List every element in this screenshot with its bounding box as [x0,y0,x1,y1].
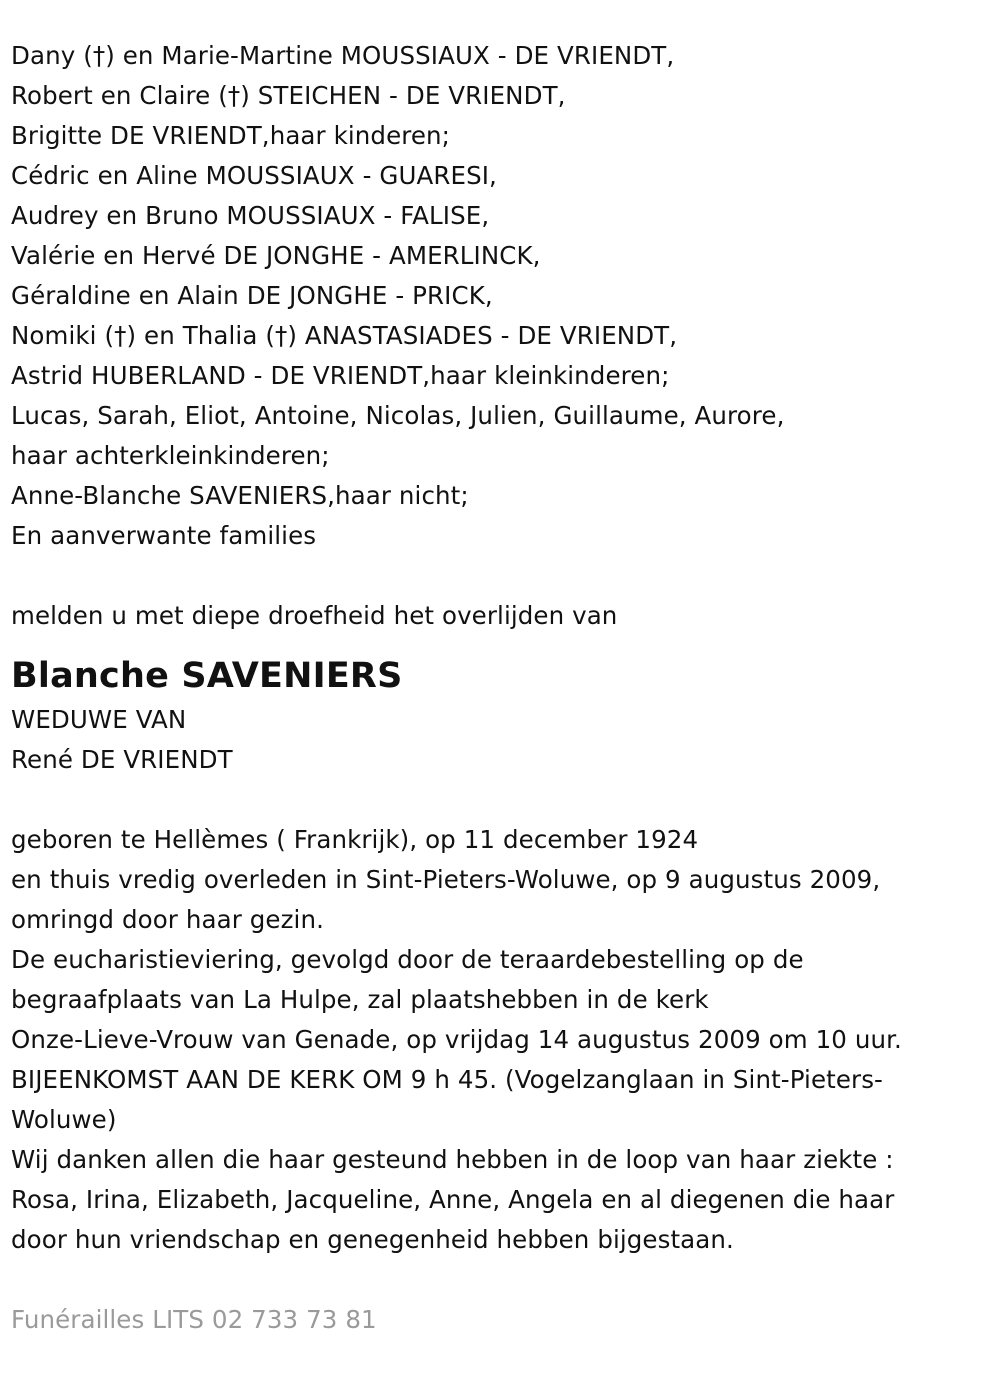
details-line: Onze-Lieve-Vrouw van Genade, op vrijdag 14 augustus 2009 om 10 uur. [11,1025,902,1054]
details-line: Wij danken allen die haar gesteund hebben in de loop van haar ziekte : [11,1145,894,1174]
spacer [11,556,986,596]
family-line: Cédric en Aline MOUSSIAUX - GUARESI, [11,161,497,190]
family-line: Astrid HUBERLAND - DE VRIENDT,haar kleinkinderen; [11,361,670,390]
family-line: haar achterkleinkinderen; [11,441,330,470]
details-line: en thuis vredig overleden in Sint-Pieters-Woluwe, op 9 augustus 2009, [11,865,881,894]
family-line: Géraldine en Alain DE JONGHE - PRICK, [11,281,493,310]
deceased-name: Blanche SAVENIERS [11,656,403,696]
details-line: Rosa, Irina, Elizabeth, Jacqueline, Anne, Angela en al diegenen die haar [11,1185,895,1214]
family-line: Anne-Blanche SAVENIERS,haar nicht; [11,481,469,510]
details-block [11,820,986,1260]
details-line: De eucharistieviering, gevolgd door de teraardebestelling op de [11,945,804,974]
family-line: Lucas, Sarah, Eliot, Antoine, Nicolas, Julien, Guillaume, Aurore, [11,401,785,430]
family-line: Robert en Claire (†) STEICHEN - DE VRIENDT, [11,81,566,110]
details-line: begraafplaats van La Hulpe, zal plaatshebben in de kerk [11,985,709,1014]
details-line: Woluwe) [11,1105,117,1134]
deceased-spouse: René DE VRIENDT [11,745,233,774]
family-line: En aanverwante families [11,521,317,550]
family-line: Nomiki (†) en Thalia (†) ANASTASIADES - DE VRIENDT, [11,321,678,350]
announcement-text: melden u met diepe droefheid het overlijden van [11,601,618,630]
family-line: Dany (†) en Marie-Martine MOUSSIAUX - DE VRIENDT, [11,41,675,70]
funeral-home-footer: Funérailles LITS 02 733 73 81 [11,1305,377,1334]
details-line: omringd door haar gezin. [11,905,324,934]
details-line: door hun vriendschap en genegenheid hebben bijgestaan. [11,1225,734,1254]
spacer [11,1260,986,1300]
family-list [11,36,986,556]
details-line: BIJEENKOMST AAN DE KERK OM 9 h 45. (Vogelzanglaan in Sint-Pieters- [11,1065,883,1094]
obituary-notice [11,36,986,1340]
family-line: Brigitte DE VRIENDT,haar kinderen; [11,121,451,150]
details-line: geboren te Hellèmes ( Frankrijk), op 11 december 1924 [11,825,699,854]
family-line: Valérie en Hervé DE JONGHE - AMERLINCK, [11,241,541,270]
family-line: Audrey en Bruno MOUSSIAUX - FALISE, [11,201,490,230]
deceased-status: WEDUWE VAN [11,705,187,734]
spacer [11,780,986,820]
